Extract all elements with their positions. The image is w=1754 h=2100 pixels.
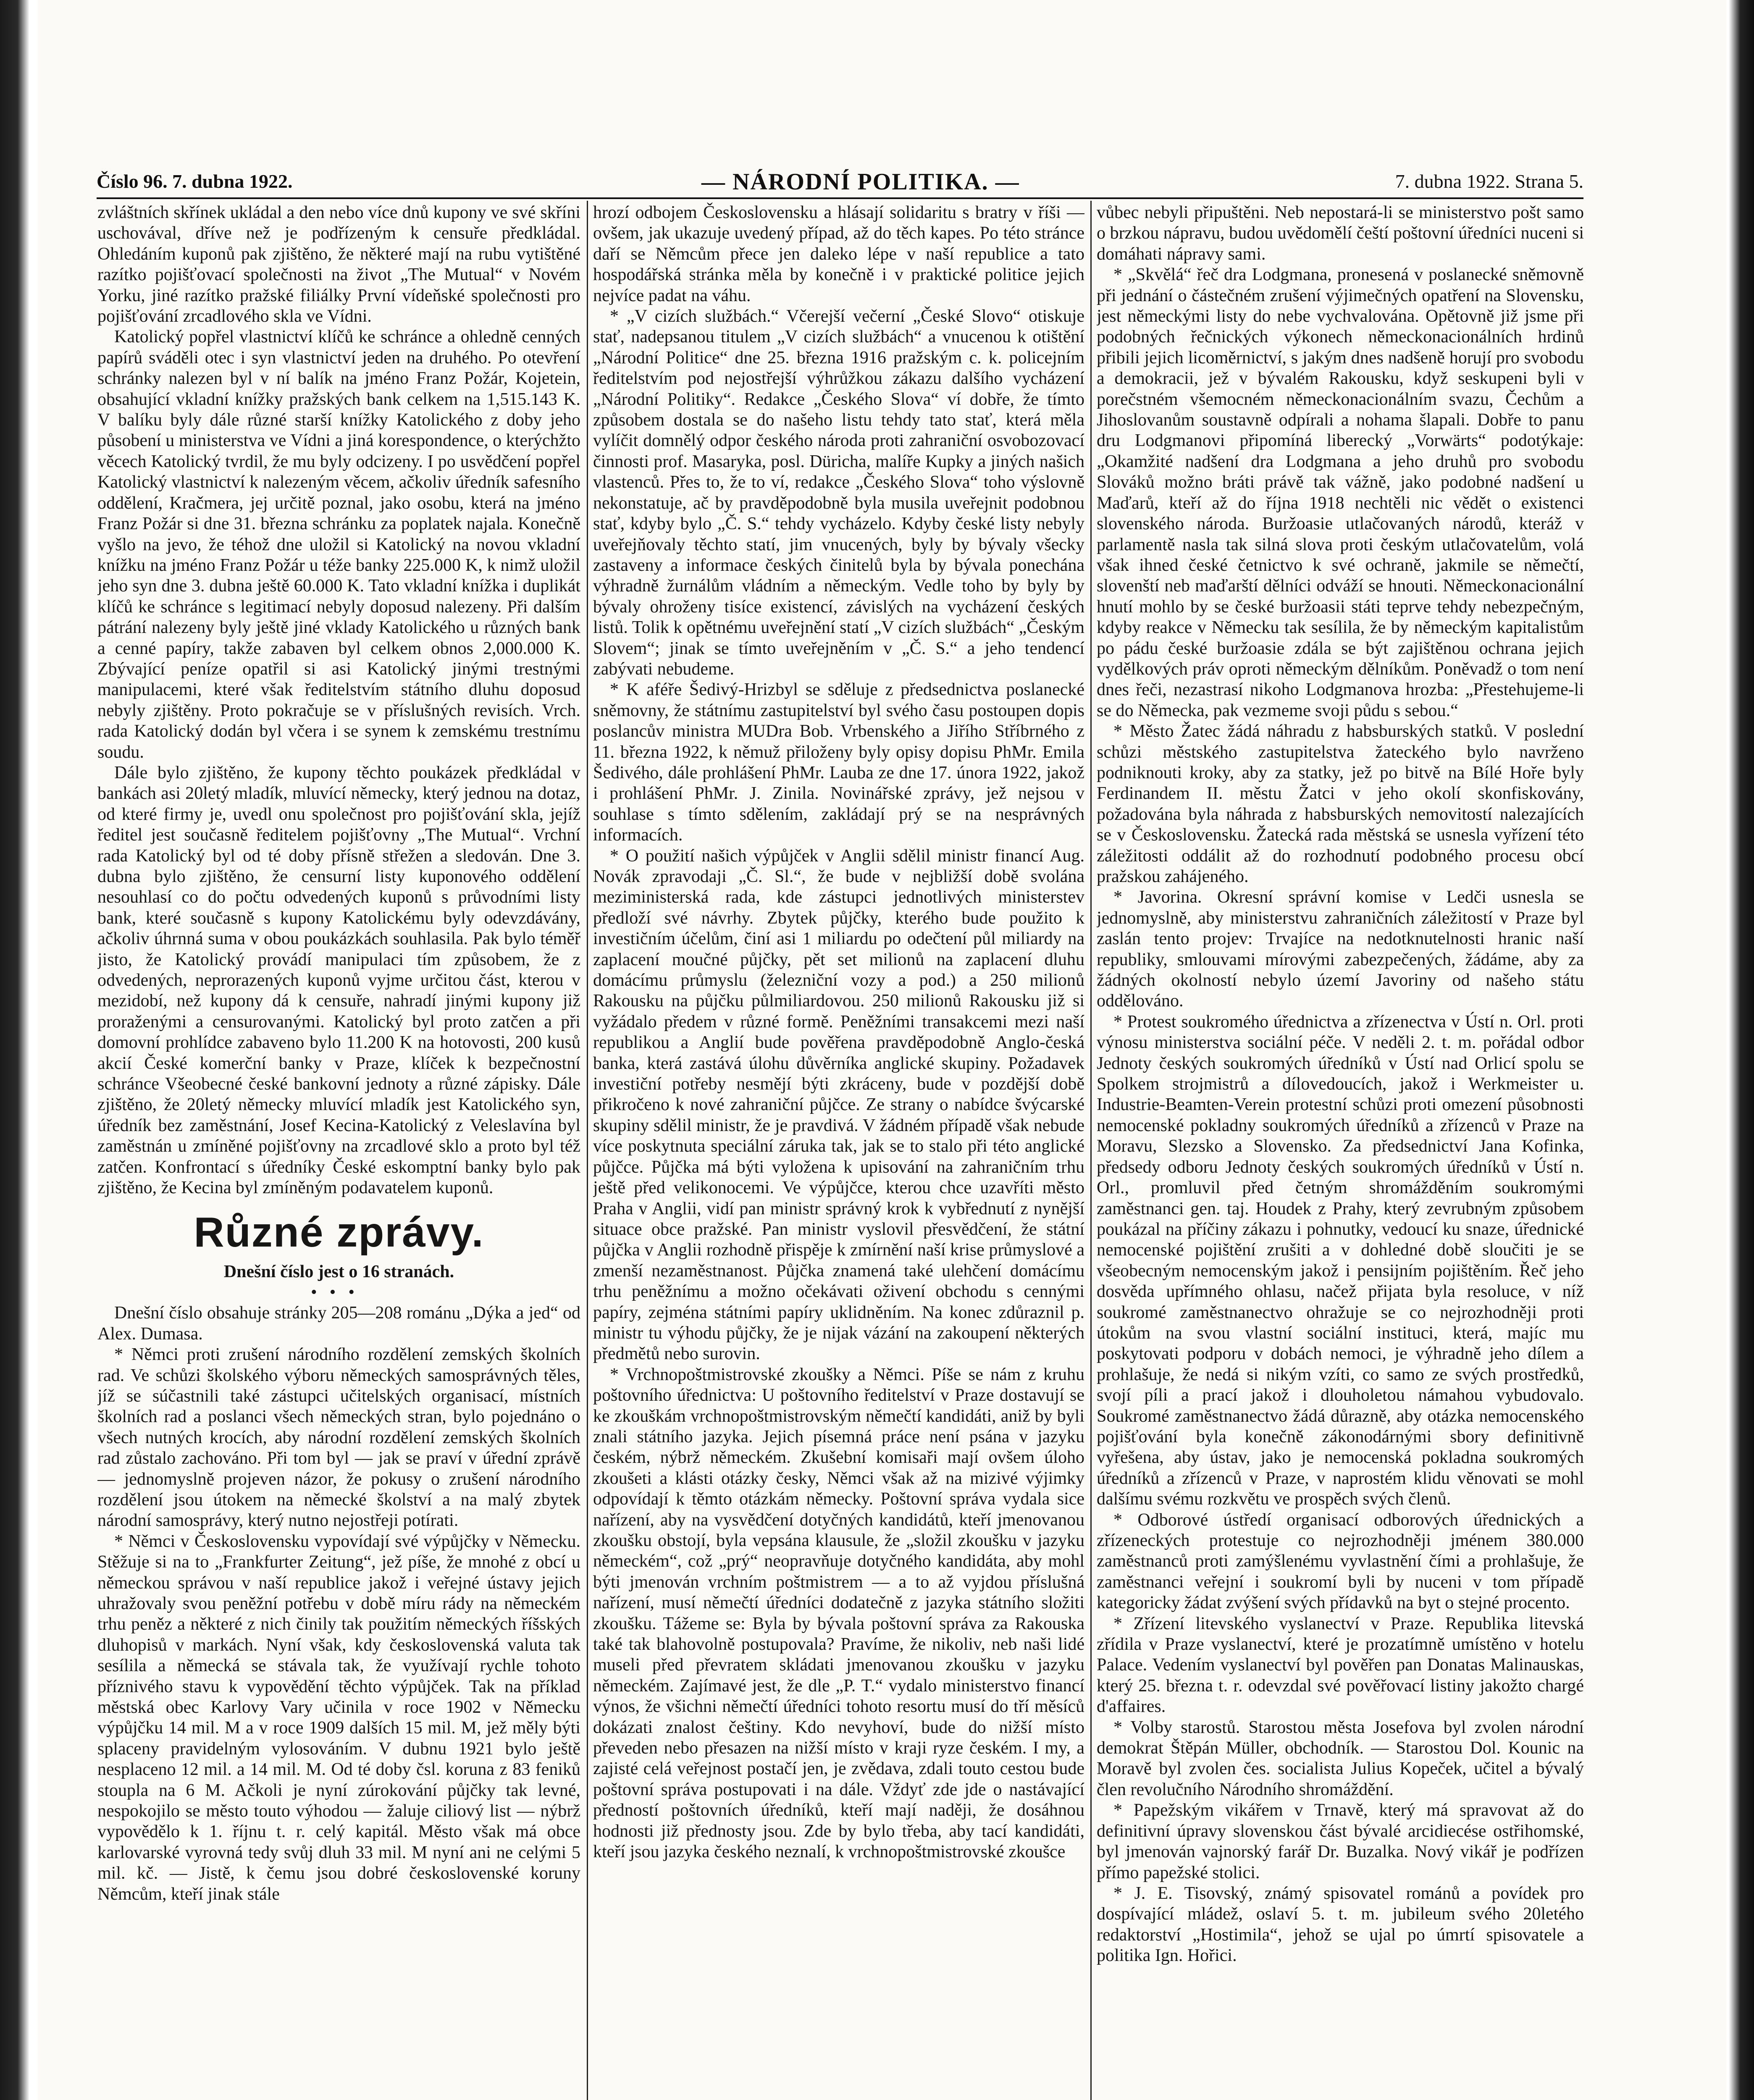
article-paragraph: * Javorina. Okresní správní komise v Ledči usnesla se jednomyslně, aby ministerstvu zahraničních záležitostí v Praze byl zaslán tento projev: Trvajíce na nedotknutelnosti hranic naší republiky, smlouvami mírovými zabezpečených, žádáme, aby za žádných okolností nebylo území Javoriny od našeho státu oddělováno. (1097, 887, 1584, 1011)
article-paragraph: * Protest soukromého úřednictva a zřízenectva v Ústí n. Orl. proti výnosu ministerstva sociální péče. V neděli 2. t. m. pořádal odbor Jednoty českých soukromých úředníků v Ústí nad Orlicí spolu se Spolkem strojmistrů a dílovedoucích, jakož i Werkmeister u. Industrie-Beamten-Verein protestní schůzi proti omezení působnosti nemocenské pokladny soukromých úředníků a zřízenců v Praze na Moravu, Slezsko a Slovensko. Za předsednictví Jana Kofinka, předsedy odboru Jednoty českých soukromých úředníků v Ústí n. Orl., promluvil před četným shromážděním soukromými zaměstnanci gen. taj. Houdek z Prahy, který zevrubným způsobem poukázal na příčiny zákazu i pohnutky, vedoucí ku snaze, úřednické nemocenské pojištění zrušiti a v dohledné době sloučiti je se všeobecným nemocenským jakož i pensijním pojištěním. Řeč jeho dosvěda upřímného ohlasu, načež přijata byla resoluce, v níž soukromé zaměstnanectvo ohražuje se co nejrozhodněji proti útokům na svou vlastní sociální instituci, která, majíc mu poskytovati podporu v dobách nemoci, je výhradně jeho dílem a prohlašuje, že nedá si nikým vzíti, co samo ze svých prostředků, svojí píli a prací jakož i dlouholetou námahou vybudovalo. Soukromé zaměstnanectvo žádá důrazně, aby otázka nemocenského pojišťování byla konečně zákonodárnými sbory definitivně vyřešena, aby ústav, jako je nemocenská pokladna soukromých úředníků a zřízenců v Praze, v naprostém klidu věnovati se mohl dalšímu svému rozkvětu ve prospěch svých členů. (1097, 1012, 1584, 1509)
article-paragraph: * Volby starostů. Starostou města Josefova byl zvolen národní demokrat Štěpán Müller, obchodník. — Starostou Dol. Kounic na Moravě byl zvolen čes. socialista Julius Kopeček, učitel a bývalý člen revolučního Národního shromáždění. (1097, 1717, 1584, 1799)
article-paragraph: * K aféře Šedivý-Hrizbyl se sděluje z předsednictva poslanecké sněmovny, že státnímu zastupitelství byl svého času postoupen dopis poslancův ministra MUDra Bob. Vrbenského a Jiřího Stříbrného z 11. března 1922, k němuž přiloženy byly opisy dopisu PhMr. Emila Šedivého, dále prohlášení PhMr. Lauba ze dne 17. února 1922, jakož i prohlášení PhMr. J. Zinila. Novinářské zprávy, jež nejsou v souhlase s tímto sdělením, zakládají prý se na nesprávných informacích. (593, 680, 1084, 845)
article-paragraph: Katolický popřel vlastnictví klíčů ke schránce a ohledně cenných papírů sváděli otec i syn vlastnictví jeden na druhého. Po otevření schránky nalezen byl v ní balík na jméno Franz Požár, Kojetein, obsahující vkladní knížky pražských bank celkem na 1,515.143 K. V balíku byly dále různé starší knížky Katolického z doby jeho působení u ministerstva ve Vídni a jiná korespondence, o kterýchžto věcech Katolický tvrdil, že mu byly odcizeny. I po usvědčení popřel Katolický vlastnictví k nalezeným věcem, ačkoliv úředník safesního oddělení, Kračmera, jej určitě poznal, jako osobu, která na jméno Franz Požár si dne 31. března schránku za poplatek najala. Konečně vyšlo na jevo, že téhož dne uložil si Katolický na novou vkladní knížku na jméno Franz Požár u téže banky 225.000 K, k nimž uložil jeho syn dne 3. dubna ještě 60.000 K. Tato vkladní knížka i duplikát klíčů ke schránce s legitimací nebyly doposud nalezeny. Při dalším pátrání nalezeny byly ještě jiné vklady Katolického u různých bank a cenné papíry, takže zabaven byl celkem obnos 2,000.000 K. Zbývající peníze opatřil si asi Katolický jinými trestnými manipulacemi, které však ředitelstvím státního dluhu doposud nebyly zjištěny. Proto pokračuje se v příslušných revisích. Vrch. rada Katolický dodán byl včera i se synem k zemskému trestnímu soudu. (97, 327, 580, 762)
scan-edge-right (1729, 0, 1754, 2100)
column-3 (1097, 202, 1584, 2100)
header-issue-date: Číslo 96. 7. dubna 1922. (97, 171, 293, 192)
article-paragraph: * Vrchnopoštmistrovské zkoušky a Němci. Píše se nám z kruhu poštovního úřednictva: U poštovního ředitelství v Praze dostavují se ke zkouškám vrchnopoštmistrovským němečtí kandidáti, aniž by byli znali státního jazyka. Jejich písemná práce není psána v jazyku českém, nýbrž německém. Zkušební komisaři mají ovšem úloho zkoušeti a klásti otázky česky, Němci však až na mizivé výjimky odpovídají k těmto otázkám německy. Poštovní správa vydala sice nařízení, aby na vysvědčení dotyčných kandidátů, kteří jmenovanou zkoušku obstojí, byla vepsána klausule, že „složil zkoušku v jazyku německém“, což „prý“ neopravňuje dotyčného kandidáta, aby mohl býti jmenován vrchním poštmistrem — a to až vyjdou příslušná nařízení, musí němečtí úředníci dodatečně z jazyka státního složiti zkoušku. Tážeme se: Byla by bývala poštovní správa za Rakouska také tak blahovolně postupovala? Pravíme, že nikoliv, neb naši lidé museli před převratem skládati jmenovanou zkoušku v jazyku německém. Zajímavé jest, že dle „P. T.“ vydalo ministerstvo financí výnos, že všichni němečtí úředníci tohoto resortu musí do tří měsíců dokázati znalost češtiny. Kdo nevyhoví, bude do nižší místo převeden nebo přesazen na nižší místo v kraji ryze českém. I my, a zajisté celá veřejnost postačí jen, je zvědava, zdali touto cestou bude poštovní správa postupovati i na dále. Vždyť zde jde o nastávající předností poštovních úředníků, kteří mají naději, že dosáhnou hodnosti již přednosty jsou. Zde by bylo třeba, aby tací kandidáti, kteří jsou jazyka českého neznalí, k vrchnopoštmistrovské zkoušce (593, 1365, 1084, 1862)
article-paragraph: * Město Žatec žádá náhradu z habsburských statků. V poslední schůzi městského zastupitelstva žateckého bylo navrženo podniknouti kroky, aby za statky, jež po bitvě na Bílé Hoře byly Ferdinandem II. městu Žatci v jeho okolí skonfiskovány, požadována byla náhrada z habsburských nemovitostí nalezajících se v Československu. Žatecká rada městská se usnesla vyřízení této záležitosti oddálit až do rozhodnutí podobného procesu obcí pražskou zahájeného. (1097, 722, 1584, 886)
article-paragraph: * Odborové ústředí organisací odborových úřednických a zřízeneckých protestuje co nejrozhodněji jménem 380.000 zaměstnanců proti zamýšlenému vyvlastnění čími a prohlašuje, že zaměstnanci veřejní i soukromí byli by nuceni v tom případě kategoricky žádat zvýšení svých přídavků na byt o stejné procento. (1097, 1510, 1584, 1613)
article-paragraph: vůbec nebyli připuštěni. Neb nepostará-li se ministerstvo pošt samo o brzkou nápravu, budou uvědomělí čeští poštovní úředníci nuceni si domáhati nápravy sami. (1097, 203, 1584, 264)
article-paragraph: * O použití našich výpůjček v Anglii sdělil ministr financí Aug. Novák zpravodaji „Č. Sl.“, že bude v nejbližší době svolána meziministerská rada, kde zástupci jednotlivých ministerstev předloží své návrhy. Zbytek půjčky, kterého bude použito k investičním účelům, činí asi 1 miliardu po odečtení půl miliardy na zaplacení moučné půjčky, pět set milionů na zaplacení dluhu domácímu průmyslu (železniční vozy a pod.) a 250 milionů Rakousku na půjčku půlmiliardovou. 250 milionů Rakousku již si vyžádalo předem v různé formě. Peněžními transakcemi mezi naší republikou a Anglií bude pověřena pravděpodobně Anglo-česká banka, která zastává úlohu důvěrníka anglické skupiny. Požadavek investiční potřeby nesmějí býti zkráceny, bude v pozdější době přikročeno k nové zahraniční půjčce. Ze strany o nabídce švýcarské skupiny sdělil ministr, že je pravdivá. V žádném případě však nebude více poskytnuta speciální záruka tak, jak se to stalo při této anglické půjčce. Půjčka má býti vyložena k upisování na zahraničním trhu ještě před velikonocemi. Ve výpůjčce, kterou chce uzavříti město Praha v Anglii, vidí pan ministr správný krok k vybřednutí z nynější situace obce pražské. Pan ministr vyslovil přesvědčení, že státní půjčka v Anglii rozhodně přispěje k zmírnění naší krise průmyslové a zmenší nezaměstnanost. Půjčka znamená také ulehčení domácímu trhu peněžnímu a možno očekávati oživení obchodu s cennými papíry, zejména státními papíry uklidněním. Na konec zdůraznil p. ministr tu výhodu půjčky, že je nijak vázání na zakoupení některých předmětů nebo surovin. (593, 846, 1084, 1364)
issue-pages-line: Dnešní číslo jest o 16 stranách. (223, 1262, 454, 1281)
column-2 (593, 202, 1084, 2100)
article-paragraph: * Papežským vikářem v Trnavě, který má spravovat až do definitivní úpravy slovenskou část bývalé arcidiecése ostřihomské, byl jmenován vajnorský farář Dr. Buzalka. Nový vikář je podřízen přímo papežské stolici. (1097, 1801, 1584, 1882)
article-paragraph: Dále bylo zjištěno, že kupony těchto poukázek předkládal v bankách asi 20letý mladík, mluvící německy, který jednou na dotaz, od které firmy je, uvedl onu společnost pro pojišťování skla, jejíž ředitel jest současně ředitelem pojišťovny „The Mutual“. Vrchní rada Katolický byl od té doby přísně střežen a sledován. Dne 3. dubna bylo zjištěno, že censurní listy kuponového oddělení nesouhlasí co do počtu odvedených kuponů s průvodními listy bank, které současně s kupony Katolickému byly odevzdávány, ačkoliv úhrnná suma v obou poukázkách souhlasila. Pak bylo téměř jisto, že Katolický provádí manipulaci tím způsobem, že z odvedených, neprorazených kuponů vyjme určitou část, kterou v mezidobí, než kupony dá k censuře, nahradí jinými kupony již proraženými a censurovanými. Katolický byl proto zatčen a při domovní prohlídce zabaveno bylo 11.200 K na hotovosti, 200 kusů akcií České komerční banky v Praze, klíček k bezpečnostní schránce Všeobecné české bankovní jednoty a různé zápisky. Dále zjištěno, že 20letý německy mluvící mladík jest Katolického syn, úředník bez zaměstnání, Josef Kecina-Katolický z Veleslavína byl zaměstnán u zmíněné pojišťovny na zrcadlové sklo a proto byl též zatčen. Konfrontací s úředníky České eskomptní banky bylo pak zjištěno, že Kecina byl zmíněným podavatelem kuponů. (97, 763, 580, 1198)
header-rule (97, 197, 1583, 199)
separator-dots: ••• (310, 1282, 368, 1302)
page-header (97, 166, 1583, 200)
header-page-number: 7. dubna 1922. Strana 5. (1395, 171, 1583, 192)
article-paragraph: zvláštních skřínek ukládal a den nebo více dnů kupony ve své skříni uschovával, dříve než je podřízeným k censuře předkládal. Ohledáním kuponů pak zjištěno, že některé mají na rubu vytištěné razítko pojišťovací společnosti na život „The Mutual“ v Novém Yorku, jiné razítko pražské filiálky První vídeňské společnosti pro pojišťování zrcadlového skla ve Vídni. (97, 203, 580, 326)
article-paragraph: * „Skvělá“ řeč dra Lodgmana, pronesená v poslanecké sněmovně při jednání o částečném zrušení výjimečných opatření na Slovensku, jest německými listy do nebe vychvalována. Opětovně již jsme při podobných řečnických výkonech německonacionálních hrdinů přibili jejich licoměrnictví, s jakým dnes nadšeně horují pro svobodu a demokracii, jež v bývalém Rakousku, když seskupeni byli v porečstném všemocném německonacionálním svazu, Čechům a Jihoslovanům soustavně odpírali a nohama šlapali. Dobře to panu dru Lodgmanovi připomíná liberecký „Vorwärts“ podotýkaje: „Okamžité nadšení dra Lodgmana a jeho druhů pro svobodu Slováků možno bráti právě tak vážně, jako podobné nadšení u Maďarů, kteří až do října 1918 nechtěli nic vědět o existenci slovenského národa. Buržoasie utlačovaných národů, kteráž v parlamentě nasla tak silná slova proti českým utlačovatelům, volá však ihned české četnictvo k své ochraně, jakmile se němečtí, slovenští neb maďarští dělníci odváží se hnouti. Německonacionální hnutí mohlo by se české buržoasii státi teprve tehdy nebezpečným, kdyby reakce v Německu tak sesílila, že by německým kapitalistům po pádu české buržoasie zdála se být zajištěnou ochrana jejich vydělkových práv oproti německým dělníkům. Poněvadž o tom není dnes řeči, nezastrasí nikoho Lodgmanova hrozba: „Přestehujeme-li se do Německa, pak vezmeme svoji půdu s sebou.“ (1097, 265, 1584, 720)
section-title: Různé zprávy. (194, 1208, 484, 1256)
scan-edge-left (0, 0, 29, 2100)
column-separator-1 (587, 201, 588, 2100)
column-1 (97, 202, 580, 2100)
article-paragraph: hrozí odbojem Československu a hlásají solidaritu s bratry v říši — ovšem, jak ukazuje uvedený případ, až do těch kapes. Po této stránce daří se Němcům přece jen daleko lépe v naší republice a tato hospodářská stránka měla by konečně i v praktické politice jejich nejvíce padat na váhu. (593, 203, 1084, 305)
article-paragraph: * J. E. Tisovský, známý spisovatel románů a povídek pro dospívající mládež, oslaví 5. t. m. jubileum svého 20letého redaktorství „Hostimila“, jehož se ujal po úmrtí spisovatele a politika Ign. Hořici. (1097, 1883, 1584, 1966)
article-paragraph: * „V cizích službách.“ Včerejší večerní „České Slovo“ otiskuje stať, nadepsanou titulem „V cizích službách“ a vnucenou k otištění „Národní Politice“ dne 25. března 1916 pražským c. k. policejním ředitelstvím pod nejostřejší výhrůžkou zákazu dalšího vycházení „Národní Politiky“. Redakce „Českého Slova“ ví dobře, že tímto způsobem dostala se do našeho listu tehdy tato stať, která měla vylíčit domnělý odpor českého národa proti zahraniční osvobozovací činnosti prof. Masaryka, posl. Düricha, malíře Kupky a jiných našich vlastenců. Přes to, že to ví, redakce „Českého Slova“ toho výslovně nekonstatuje, ač by pravděpodobně byla musila uveřejnit podobnou stať, kdyby bylo „Č. S.“ tehdy vycházelo. Kdyby české listy nebyly uveřejňovaly těchto statí, jim vnucených, byly by bývaly všecky zastaveny a informace českých činitelů byla by bývala ponechána výhradně žurnálům vládním a německým. Vedle toho by byly by bývaly ohroženy tisíce existencí, závislých na vycházení českých listů. Tolik k opětnému uveřejnění statí „V cizích službách“ „Českým Slovem“; jinak se tímto uveřejněním v „Č. S.“ a jeho tendencí zabývati nebudeme. (593, 307, 1084, 679)
article-paragraph: * Zřízení litevského vyslanectví v Praze. Republika litevská zřídila v Praze vyslanectví, které je prozatímně umístěno v hotelu Palace. Vedením vyslanectví byl pověřen pan Donatas Malinauskas, který 25. března t. r. odevzdal své pověřovací listiny jakožto chargé d'affaires. (1097, 1614, 1584, 1717)
article-paragraph: Dnešní číslo obsahuje stránky 205—208 románu „Dýka a jed“ od Alex. Dumasa. (97, 1303, 580, 1344)
article-paragraph: * Němci proti zrušení národního rozdělení zemských školních rad. Ve schůzi školského výboru německých samosprávných těles, jíž se súčastnili také zástupci učitelských organisací, místních školních rad a poslanci všech německých stran, bylo pojednáno o všech nutných krocích, aby národní rozdělení zemských školních rad zůstalo zachováno. Při tom byl — jak se praví v úřední zprávě — jednomyslně projeven názor, že pokusy o zrušení národního rozdělení jsou útokem na německé školství a na malý zbytek národní samosprávy, který nutno nejostřeji potírati. (97, 1345, 580, 1530)
article-paragraph: * Němci v Československu vypovídají své výpůjčky v Německu. Stěžuje si na to „Frankfurter Zeitung“, jež píše, že mnohé z obcí u německou správou v naší republice jakož i veřejné ústavy jejich uhražovaly svou peněžní potřebu v době míru rády na německém trhu peněz a některé z nich činily tak použitím německých říšských dluhopisů v markách. Nyní však, kdy československá valuta tak sesílila a německá se stávala tak, že využívají rychle tohoto příznivého stavu k vypovědění těchto výpůjček. Tak na příklad městská obec Karlovy Vary učinila v roce 1902 v Německu výpůjčku 14 mil. M a v roce 1909 dalších 15 mil. M, jež měly býti splaceny pravidelným vylosováním. V dubnu 1921 bylo ještě nesplaceno 12 mil. a 14 mil. M. Od té doby čsl. koruna z 83 feniků stoupla na 6 M. Ačkoli je nyní zúrokování půjčky tak levné, nespokojilo se město touto výhodou — žaluje ciliový list — nýbrž vypovědělo k 1. říjnu t. r. celý kapitál. Město však má obce karlovarské vyrovná tedy svůj dluh 33 mil. M nyní ani ne celými 5 mil. kč. — Jistě, k čemu jsou dobré československé koruny Němcům, kteří jinak stále (97, 1531, 580, 1904)
column-separator-2 (1090, 201, 1092, 2100)
header-masthead: — NÁRODNÍ POLITIKA. — (701, 169, 1020, 195)
